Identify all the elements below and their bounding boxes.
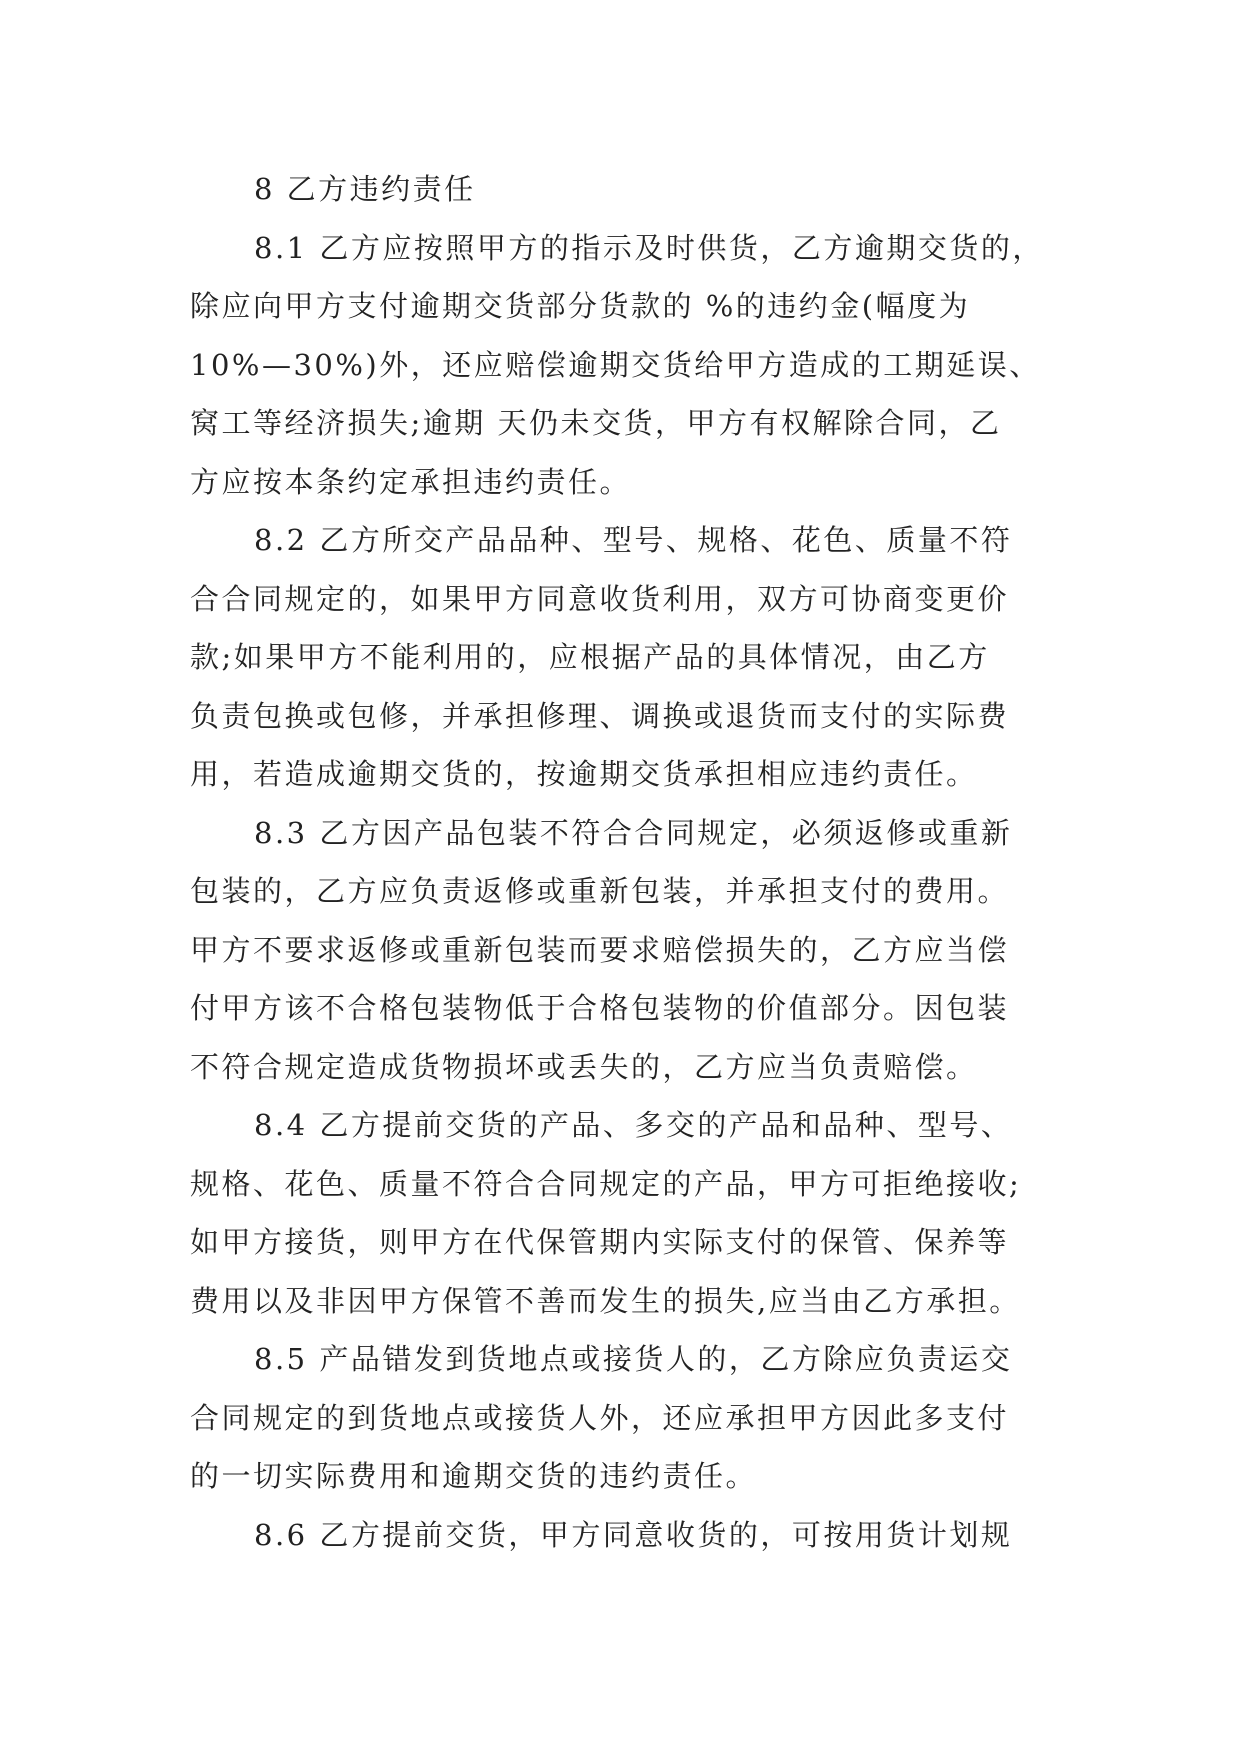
clause-line: 甲方不要求返修或重新包装而要求赔偿损失的，乙方应当偿 <box>190 932 1010 967</box>
document-body <box>190 160 1060 1564</box>
section-heading-text: 8 乙方违约责任 <box>254 172 476 206</box>
clause-8-5 <box>190 1330 1060 1506</box>
clause-line: 合合同规定的，如果甲方同意收货利用，双方可协商变更价 <box>190 581 1010 616</box>
clause-line: 付甲方该不合格包装物低于合格包装物的价值部分。因包装 <box>190 991 1010 1025</box>
clause-line: 包装的，乙方应负责返修或重新包装，并承担支付的费用。 <box>190 874 1010 908</box>
clause-line: 8.1 乙方应按照甲方的指示及时供货，乙方逾期交货的， <box>254 230 1044 265</box>
clause-line: 方应按本条约定承担违约责任。 <box>190 464 632 499</box>
clause-line: 如甲方接货，则甲方在代保管期内实际支付的保管、保养等 <box>190 1225 1010 1259</box>
clause-line: 款;如果甲方不能利用的，应根据产品的具体情况，由乙方 <box>190 640 990 674</box>
clause-line: 10%—30%)外，还应赔偿逾期交货给甲方造成的工期延误、 <box>190 347 1041 382</box>
clause-8-6 <box>190 1506 1060 1565</box>
clause-line: 不符合规定造成货物损坏或丢失的，乙方应当负责赔偿。 <box>190 1049 978 1084</box>
clause-line: 除应向甲方支付逾期交货部分货款的 %的违约金(幅度为 <box>190 289 971 323</box>
clause-line: 8.2 乙方所交产品品种、型号、规格、花色、质量不符 <box>254 523 1013 557</box>
clause-8-2 <box>190 511 1060 804</box>
clause-8-3 <box>190 804 1060 1097</box>
clause-8-1 <box>190 219 1060 512</box>
clause-line: 8.4 乙方提前交货的产品、多交的产品和品种、型号、 <box>254 1108 1013 1142</box>
clause-line: 负责包换或包修，并承担修理、调换或退货而支付的实际费 <box>190 698 1010 733</box>
clause-line: 规格、花色、质量不符合合同规定的产品，甲方可拒绝接收; <box>190 1166 1022 1201</box>
clause-line: 8.6 乙方提前交货，甲方同意收货的，可按用货计划规 <box>254 1517 1013 1552</box>
clause-line: 的一切实际费用和逾期交货的违约责任。 <box>190 1459 758 1493</box>
clause-line: 合同规定的到货地点或接货人外，还应承担甲方因此多支付 <box>190 1400 1010 1435</box>
clause-line: 费用以及非因甲方保管不善而发生的损失,应当由乙方承担。 <box>190 1283 1021 1318</box>
clause-line: 用，若造成逾期交货的，按逾期交货承担相应违约责任。 <box>190 757 978 791</box>
clause-line: 8.5 产品错发到货地点或接货人的，乙方除应负责运交 <box>254 1342 1013 1376</box>
clause-line: 8.3 乙方因产品包装不符合合同规定，必须返修或重新 <box>254 815 1013 850</box>
section-heading <box>190 160 1060 219</box>
clause-8-4 <box>190 1096 1060 1330</box>
clause-line: 窝工等经济损失;逾期 天仍未交货，甲方有权解除合同，乙 <box>190 406 1002 440</box>
